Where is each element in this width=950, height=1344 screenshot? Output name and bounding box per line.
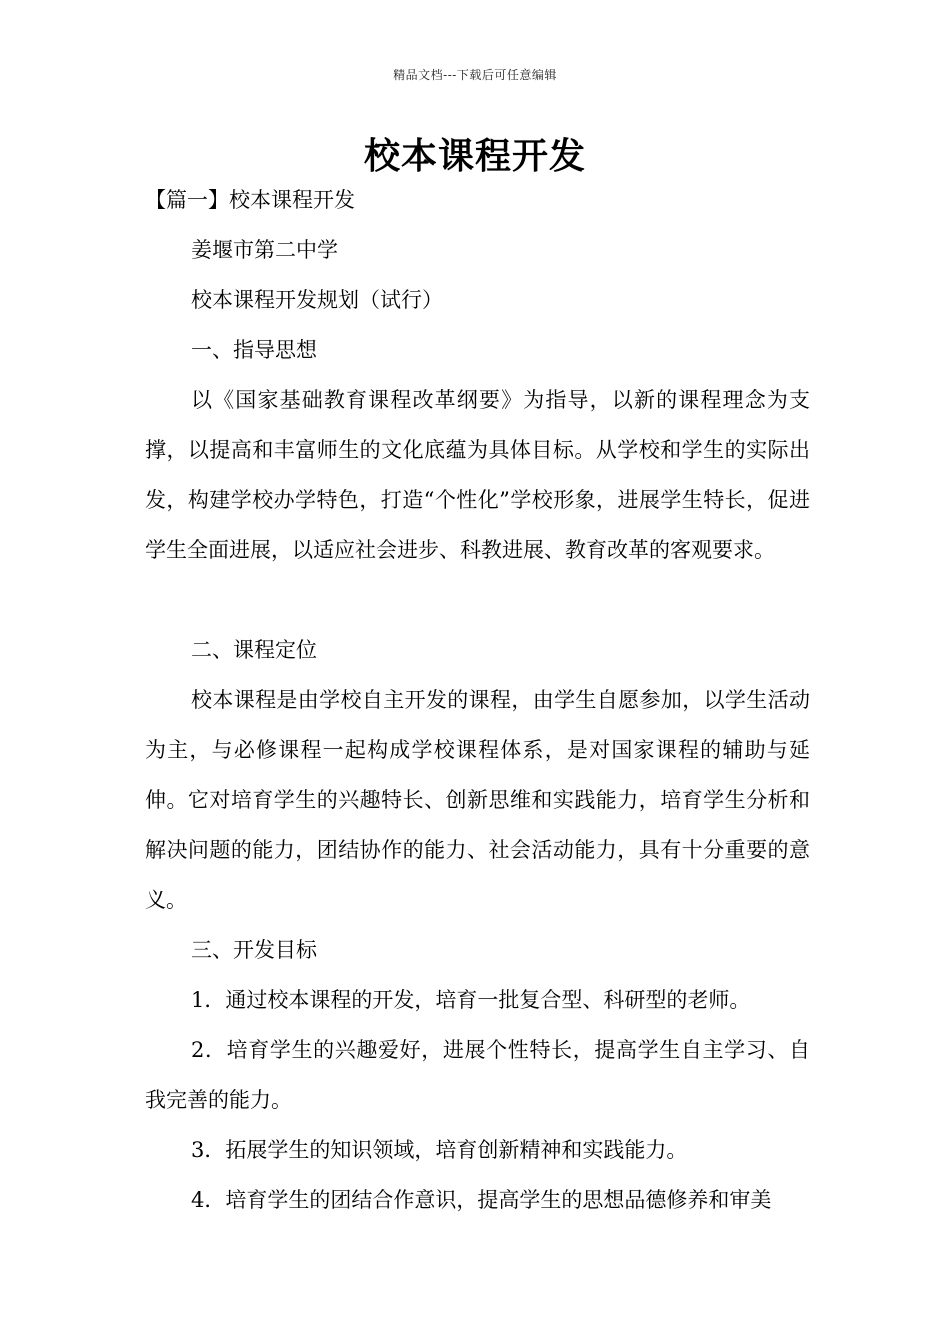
goal-item-2: 2．培育学生的兴趣爱好，进展个性特长，提高学生自主学习、自我完善的能力。 (145, 1038, 810, 1112)
heading-guiding-ideology: 一、指导思想 (191, 338, 317, 362)
heading-development-goals: 三、开发目标 (191, 938, 317, 962)
paragraph-guiding-ideology: 以《国家基础教育课程改革纲要》为指导，以新的课程理念为支撑，以提高和丰富师生的文化底蕴为具体目标。从学校和学生的实际出发，构建学校办学特色，打造“个性化”学校形象，进展学生特长，促进学生全面进展，以适应社会进步、科教进展、教育改革的客观要求。 (145, 388, 810, 562)
goal-item-3: 3．拓展学生的知识领域，培育创新精神和实践能力。 (191, 1138, 688, 1162)
header-note: 精品文档---下载后可任意编辑 (393, 68, 557, 82)
goal-item-1: 1．通过校本课程的开发，培育一批复合型、科研型的老师。 (191, 988, 751, 1012)
school-name: 姜堰市第二中学 (191, 238, 338, 262)
heading-course-positioning: 二、课程定位 (191, 638, 317, 662)
section-heading: 【篇一】校本课程开发 (145, 188, 355, 212)
plan-title: 校本课程开发规划（试行） (191, 288, 443, 312)
document-title: 校本课程开发 (363, 135, 586, 177)
goal-item-4: 4．培育学生的团结合作意识，提高学生的思想品德修养和审美 (191, 1188, 772, 1212)
paragraph-course-positioning: 校本课程是由学校自主开发的课程，由学生自愿参加，以学生活动为主，与必修课程一起构成学校课程体系，是对国家课程的辅助与延伸。它对培育学生的兴趣特长、创新思维和实践能力，培育学生分析和解决问题的能力，团结协作的能力、社会活动能力，具有十分重要的意义。 (145, 688, 810, 912)
